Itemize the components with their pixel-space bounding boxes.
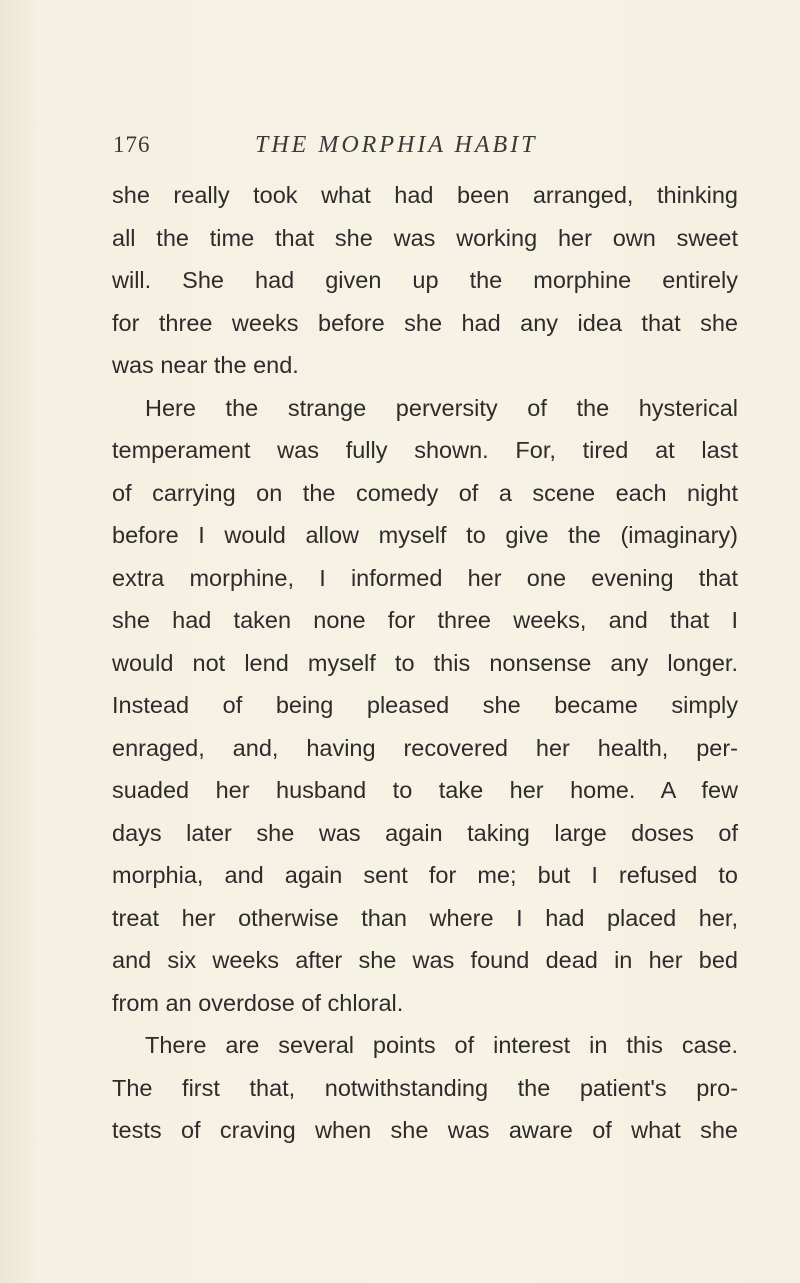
text-line: from an overdose of chloral. (112, 989, 404, 1016)
text-line: morphia, and again sent for me; but I refused to (112, 862, 738, 888)
text-line: would not lend myself to this nonsense any longer. (112, 649, 738, 676)
body-text (112, 174, 738, 1152)
text-line: temperament was fully shown. For, tired at last (112, 437, 738, 463)
text-line: extra morphine, I informed her one evening that (112, 564, 738, 591)
text-line: for three weeks before she had any idea that she (112, 309, 738, 336)
text-line: The first that, notwithstanding the patient's pro- (112, 1074, 738, 1101)
running-title: THE MORPHIA HABIT (255, 132, 538, 158)
paragraph-start-line: Here the strange perversity of the hysterical (145, 394, 738, 421)
text-line: she really took what had been arranged, thinking (112, 182, 738, 208)
text-line: enraged, and, having recovered her health, per- (112, 734, 738, 761)
text-line: of carrying on the comedy of a scene each night (112, 479, 738, 506)
text-line: was near the end. (112, 352, 299, 378)
text-line: before I would allow myself to give the (imaginary) (112, 522, 738, 548)
text-line: days later she was again taking large doses of (112, 819, 738, 846)
running-head (0, 132, 800, 172)
paragraph-start-line: There are several points of interest in this case. (145, 1032, 738, 1058)
page-number: 176 (113, 132, 151, 157)
text-line: will. She had given up the morphine entirely (112, 267, 738, 293)
text-line: suaded her husband to take her home. A few (112, 777, 738, 803)
text-line: all the time that she was working her own sweet (112, 224, 738, 251)
text-line: treat her otherwise than where I had placed her, (112, 904, 738, 931)
text-line: tests of craving when she was aware of what she (112, 1117, 738, 1143)
text-line: Instead of being pleased she became simply (112, 692, 738, 718)
text-line: and six weeks after she was found dead in her bed (112, 947, 738, 973)
text-line: she had taken none for three weeks, and that I (112, 607, 738, 633)
